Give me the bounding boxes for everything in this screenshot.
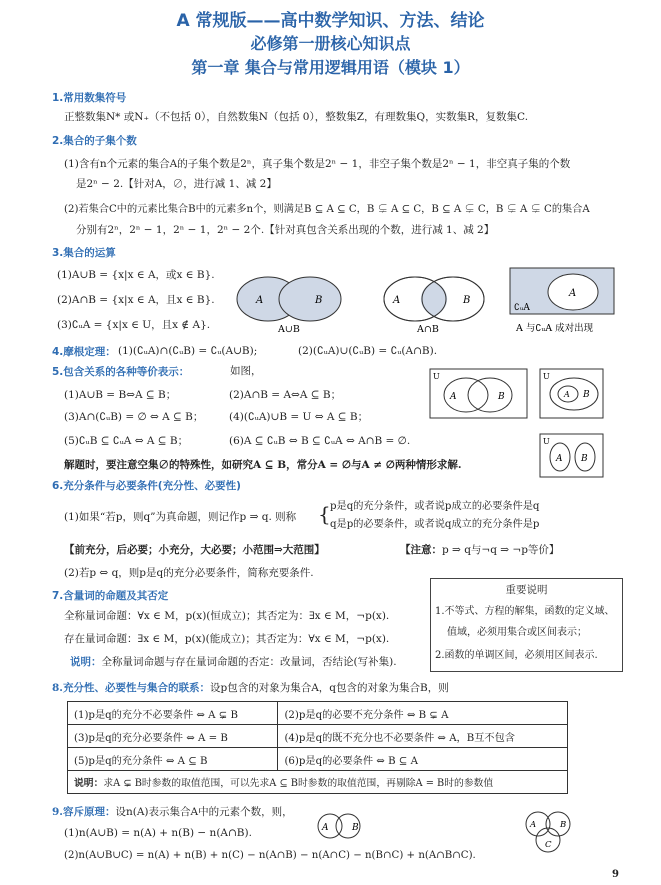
s7-explain — [70, 655, 397, 669]
subset-label-u: U — [543, 372, 550, 381]
s7-q2: 存在量词命题：∃x ∈ M，p(x)(能成立)；其否定为：∀x ∈ M，¬p(x). — [64, 633, 390, 645]
s8-intro: 设p包含的对象为集合A，q包含的对象为集合B，则 — [209, 682, 449, 694]
table-cell: (3)p是q的充分必要条件 ⇔ A = B — [68, 725, 278, 748]
disjoint-label-u: U — [543, 437, 550, 446]
note-box-l1: 1.不等式、方程的解集，函数的定义域、 — [435, 606, 615, 617]
s3-inter: (2)A∩B = {x|x ∈ A，且x ∈ B}. — [57, 294, 215, 306]
subset-label-b: B — [583, 390, 590, 400]
s5-r1a: (1)A∪B = B⇔A ⊆ B； — [64, 389, 177, 401]
table-note-cell — [68, 771, 568, 794]
s6-l2: (2)若p ⇔ q，则p是q的充分必要条件，简称充要条件. — [64, 567, 314, 579]
s1-text: 正整数集N* 或N₊（不包括 0），自然数集N（包括 0），整数集Z，有理数集Q，实数集R，复数集C. — [64, 111, 529, 123]
two-set-venn — [312, 812, 372, 842]
disjoint-label-b: B — [581, 454, 588, 464]
s6-note — [400, 543, 559, 557]
s5-r3a: (5)∁ᵤB ⊆ ∁ᵤA ⇔ A ⊆ B； — [64, 435, 189, 447]
header-line2: 必修第一册核心知识点 — [250, 34, 411, 53]
comp-caption: A 与∁ᵤA 成对出现 — [516, 323, 594, 334]
union-label-b: B — [315, 295, 323, 306]
s6-note-label: 【注意： — [400, 544, 442, 556]
note-box-title: 重要说明 — [505, 584, 548, 596]
disjoint-label-a: A — [556, 454, 563, 464]
s7-heading: 7.含量词的命题及其否定 — [52, 590, 169, 602]
s6-heading: 6.充分条件与必要条件(充分性、必要性) — [52, 480, 241, 492]
table-note-body: 求A ⊊ B时参数的取值范围，可以先求A ⊆ B时参数的取值范围，再剔除A = B时的参数值 — [103, 778, 494, 789]
note-box-l3: 2.函数的单调区间，必须用区间表示. — [435, 650, 598, 661]
overlap-label-b: B — [498, 392, 505, 402]
s4-f1: (1)(∁ᵤA)∩(∁ᵤB) = ∁ᵤ(A∪B); — [118, 345, 258, 357]
header-line1: A 常规版——高中数学知识、方法、结论 — [176, 11, 485, 31]
s5-heading: 5.包含关系的各种等价表示： — [52, 366, 190, 378]
s4-heading: 4.摩根定理： — [52, 346, 116, 358]
s9-heading: 9.容斥原理： — [52, 806, 116, 818]
three-venn-label-a: A — [530, 820, 537, 830]
s7-explain-body: 全称量词命题与存在量词命题的否定：改量词，否结论(写补集). — [101, 656, 397, 668]
overlap-label-u: U — [433, 372, 440, 381]
s7-explain-label: 说明： — [70, 656, 102, 668]
inter-label-b: B — [463, 295, 471, 306]
chapter-title: 第一章 集合与常用逻辑用语（模块 1） — [191, 58, 470, 77]
union-label-a: A — [256, 295, 264, 306]
s2-l2: 是2ⁿ − 2.【针对A，∅，进行减 1、减 2】 — [76, 178, 277, 190]
s7-q1: 全称量词命题：∀x ∈ M，p(x)(恒成立)；其否定为：∃x ∈ M，¬p(x). — [64, 610, 390, 622]
comp-label-a: A — [569, 288, 577, 299]
s3-union: (1)A∪B = {x|x ∈ A，或x ∈ B}. — [57, 269, 215, 281]
s8-heading: 8.充分性、必要性与集合的联系： — [52, 682, 210, 694]
important-note-box — [430, 578, 623, 672]
s2-l4: 分别有2ⁿ，2ⁿ − 1，2ⁿ − 1，2ⁿ − 2个.【针对真包含关系出现的个数，进行减 1、减 2】 — [76, 224, 495, 236]
s5-note: 解题时，要注意空集∅的特殊性，如研究A ⊆ B，常分A = ∅与A ≠ ∅两种情形求解. — [64, 459, 462, 471]
table-note-label: 说明： — [74, 778, 104, 789]
union-caption: A∪B — [278, 324, 300, 335]
overlap-venn — [430, 369, 528, 419]
note-box-l2: 值域，必须用集合或区间表示； — [447, 627, 587, 638]
s2-l1: (1)含有n个元素的集合A的子集个数是2ⁿ，真子集个数是2ⁿ − 1，非空子集个数是2ⁿ − 1，非空真子集的个数 — [64, 158, 571, 170]
s5-r1b: (2)A∩B = A⇔A ⊆ B； — [229, 389, 342, 401]
table-cell: (6)p是q的必要条件 ⇔ B ⊆ A — [278, 748, 568, 771]
s5-r3b: (6)A ⊆ ∁ᵤB ⇔ B ⊆ ∁ᵤA ⇔ A∩B = ∅. — [229, 435, 411, 447]
table-row — [68, 725, 568, 748]
s6-b2: q是p的必要条件，或者说q成立的充分条件是p — [330, 519, 540, 530]
table-cell: (2)p是q的必要不充分条件 ⇔ B ⊊ A — [278, 702, 568, 725]
s9-line — [52, 805, 293, 819]
table-cell: (4)p是q的既不充分也不必要条件 ⇔ A，B互不包含 — [278, 725, 568, 748]
table-row — [68, 748, 568, 771]
subset-label-a: A — [564, 390, 570, 399]
three-set-venn — [520, 810, 580, 856]
s5-after: 如图， — [230, 365, 262, 377]
union-venn — [230, 270, 360, 340]
table-cell: (1)p是q的充分不必要条件 ⇔ A ⊊ B — [68, 702, 278, 725]
s9-f2: (2)n(A∪B∪C) = n(A) + n(B) + n(C) − n(A∩B) − n(A∩C) − n(B∩C) + n(A∩B∩C). — [64, 850, 476, 861]
three-venn-label-b: B — [560, 820, 567, 830]
s6-note-body: p ⇒ q与¬q ⇒ ¬p等价】 — [442, 544, 560, 556]
table-cell: (5)p是q的充分条件 ⇔ A ⊆ B — [68, 748, 278, 771]
s3-comp: (3)∁ᵤA = {x|x ∈ U，且x ∉ A}. — [57, 319, 211, 331]
two-venn-label-a: A — [322, 823, 329, 833]
s4-f2: (2)(∁ᵤA)∪(∁ᵤB) = ∁ᵤ(A∩B). — [298, 345, 438, 357]
comp-label-cua: ∁ᵤA — [514, 303, 530, 313]
subset-venn — [540, 369, 604, 419]
intersection-venn — [375, 270, 505, 340]
two-venn-label-b: B — [352, 823, 359, 833]
s6-tip: 【前充分，后必要；小充分，大必要；小范围⇒大范围】 — [64, 544, 325, 556]
s6-l1: (1)如果“若p，则q”为真命题，则记作p ⇒ q. 则称 — [64, 511, 297, 523]
s1-heading: 1.常用数集符号 — [52, 92, 127, 104]
complement-venn — [510, 268, 615, 338]
inter-caption: A∩B — [417, 324, 439, 335]
s9-intro: 设n(A)表示集合A中的元素个数，则， — [115, 806, 293, 818]
relation-table — [67, 701, 568, 794]
s9-f1: (1)n(A∪B) = n(A) + n(B) − n(A∩B). — [64, 827, 252, 839]
page-number: 9 — [612, 869, 619, 880]
overlap-label-a: A — [450, 392, 457, 402]
s5-r2a: (3)A∩(∁ᵤB) = ∅ ⇔ A ⊆ B； — [64, 411, 204, 423]
table-row — [68, 771, 568, 794]
s3-heading: 3.集合的运算 — [52, 247, 116, 259]
table-row — [68, 702, 568, 725]
s5-r2b: (4)(∁ᵤA)∪B = U ⇔ A ⊆ B； — [229, 411, 369, 423]
s2-heading: 2.集合的子集个数 — [52, 135, 137, 147]
s2-l3: (2)若集合C中的元素比集合B中的元素多n个，则满足B ⊆ A ⊆ C，B ⊊ A ⊆ C，B ⊆ A ⊊ C，B ⊊ A ⊊ C的集合A — [64, 204, 590, 215]
inter-label-a: A — [393, 295, 401, 306]
s6-b1: p是q的充分条件，或者说p成立的必要条件是q — [330, 501, 540, 512]
s6-brace: { — [318, 502, 331, 526]
three-venn-label-c: C — [545, 840, 552, 850]
disjoint-venn — [540, 434, 604, 478]
s8-line — [52, 681, 449, 695]
